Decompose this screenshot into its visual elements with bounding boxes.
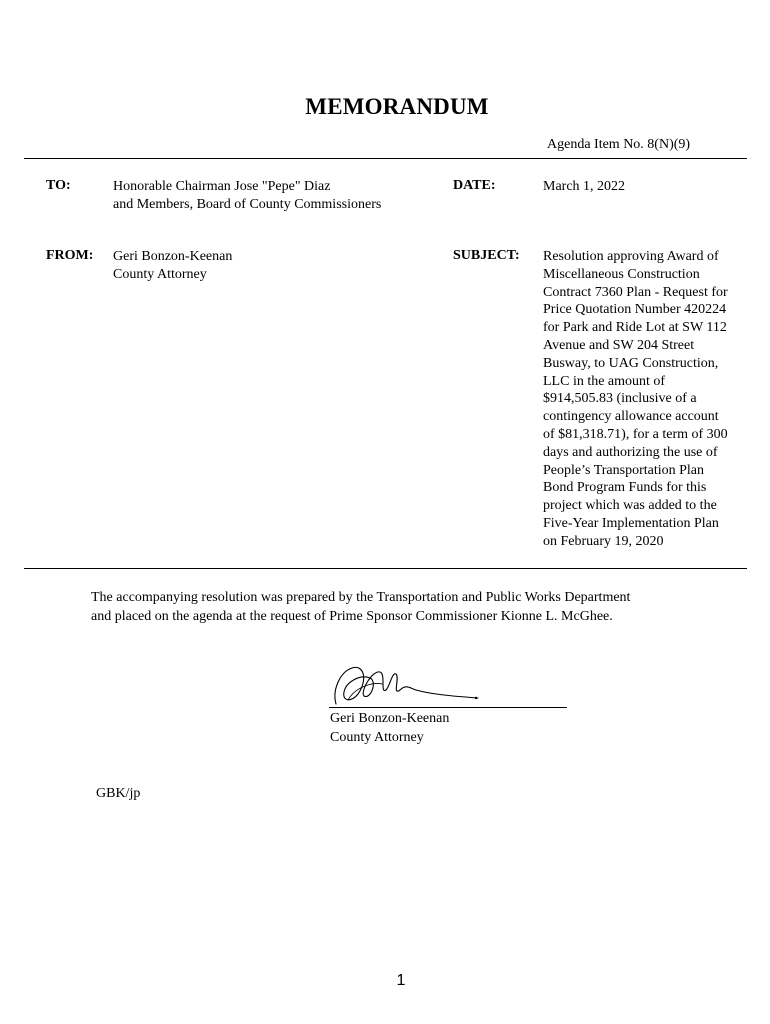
subject-text: Resolution approving Award of Miscellaneous Construction Contract 7360 Plan - Request for Price Quotation Number 420224 for Park and Ride Lot at SW 112 Avenue and SW 204 Street Busway, to UAG Construction, LLC in the amount of $914,505.83 (inclusive of a contingency allowance account of $81,318.71), for a term of 300 days and authorizing the use of People’s Transportation Plan Bond Program Funds for this project which was added to the Five-Year Implementation Plan on February 19, 2020 xyxy=(543,249,728,549)
to-label: TO: xyxy=(46,178,71,193)
signature-scribble-icon xyxy=(330,660,490,710)
date-value: March 1, 2022 xyxy=(543,179,626,194)
page-number: 1 xyxy=(396,972,406,989)
subject-label: SUBJECT: xyxy=(453,248,520,263)
author-initials: GBK/jp xyxy=(96,786,141,801)
agenda-item-number: Agenda Item No. 8(N)(9) xyxy=(547,137,691,152)
header-bottom-rule xyxy=(24,568,747,569)
from-label: FROM: xyxy=(46,248,94,263)
memorandum-title: MEMORANDUM xyxy=(305,94,489,119)
signature-line xyxy=(329,707,567,708)
from-line-1: Geri Bonzon-Keenan xyxy=(113,249,233,264)
to-line-1: Honorable Chairman Jose "Pepe" Diaz xyxy=(113,179,331,194)
date-label: DATE: xyxy=(453,178,496,193)
body-paragraph: The accompanying resolution was prepared by the Transportation and Public Works Department and placed on the agenda at the request of Prime Sponsor Commissioner Kionne L. McGhee. xyxy=(91,590,631,624)
from-sender xyxy=(113,248,232,283)
header-top-rule xyxy=(24,158,747,159)
to-line-2: and Members, Board of County Commissioners xyxy=(113,196,382,212)
signature-block: Geri Bonzon-Keenan County Attorney xyxy=(330,711,450,745)
to-recipient xyxy=(113,178,381,213)
from-line-2: County Attorney xyxy=(113,266,207,282)
